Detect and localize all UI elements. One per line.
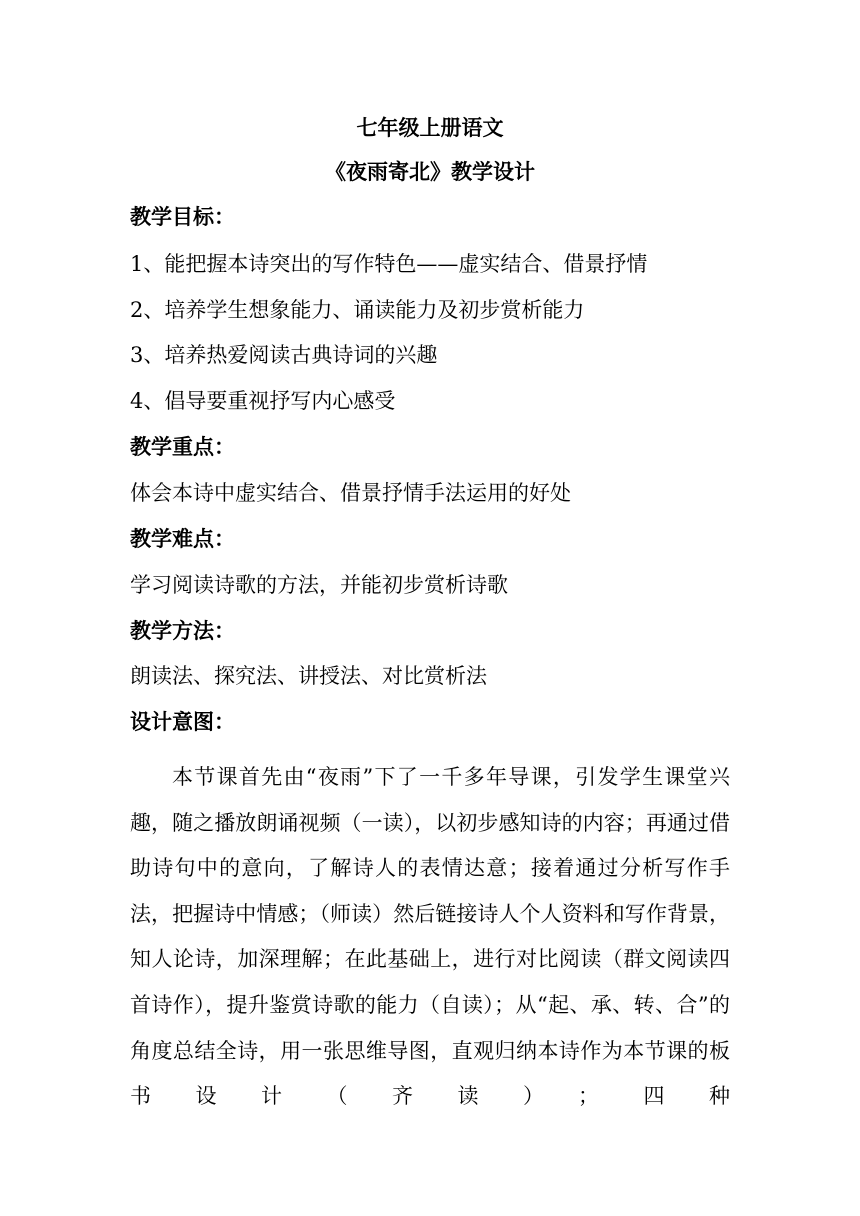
objective-item: 2、培养学生想象能力、诵读能力及初步赏析能力 (130, 298, 585, 322)
intent-heading: 设计意图： (130, 710, 235, 734)
key-points-text: 体会本诗中虚实结合、借景抒情手法运用的好处 (130, 481, 571, 505)
methods-heading: 教学方法： (130, 619, 235, 643)
objective-item: 1、能把握本诗突出的写作特色——虚实结合、借景抒情 (130, 252, 648, 276)
intent-paragraph: 本节课首先由“夜雨”下了一千多年导课，引发学生课堂兴趣，随之播放朗诵视频（一读），以初步感知诗的内容；再通过借助诗句中的意向，了解诗人的表情达意；接着通过分析写作手法，把握诗中情感；（师读）然后链接诗人个人资料和写作背景，知人论诗，加深理解；在此基础上，进行对比阅读（群文阅读四首诗作），提升鉴赏诗歌的能力（自读）；从“起、承、转、合”的角度总结全诗，用一张思维导图，直观归纳本诗作为本节课的板书设计（齐读）；四种 (130, 765, 730, 1109)
objective-item: 4、倡导要重视抒写内心感受 (130, 389, 396, 413)
key-points-heading: 教学重点： (130, 435, 235, 459)
document-title: 七年级上册语文 (356, 116, 504, 140)
difficulties-text: 学习阅读诗歌的方法，并能初步赏析诗歌 (130, 573, 508, 597)
objectives-heading: 教学目标： (130, 205, 235, 229)
difficulties-heading: 教学难点： (130, 527, 235, 551)
methods-text: 朗读法、探究法、讲授法、对比赏析法 (130, 664, 487, 688)
objective-item: 3、培养热爱阅读古典诗词的兴趣 (130, 343, 438, 367)
document-subtitle: 《夜雨寄北》教学设计 (325, 160, 535, 184)
